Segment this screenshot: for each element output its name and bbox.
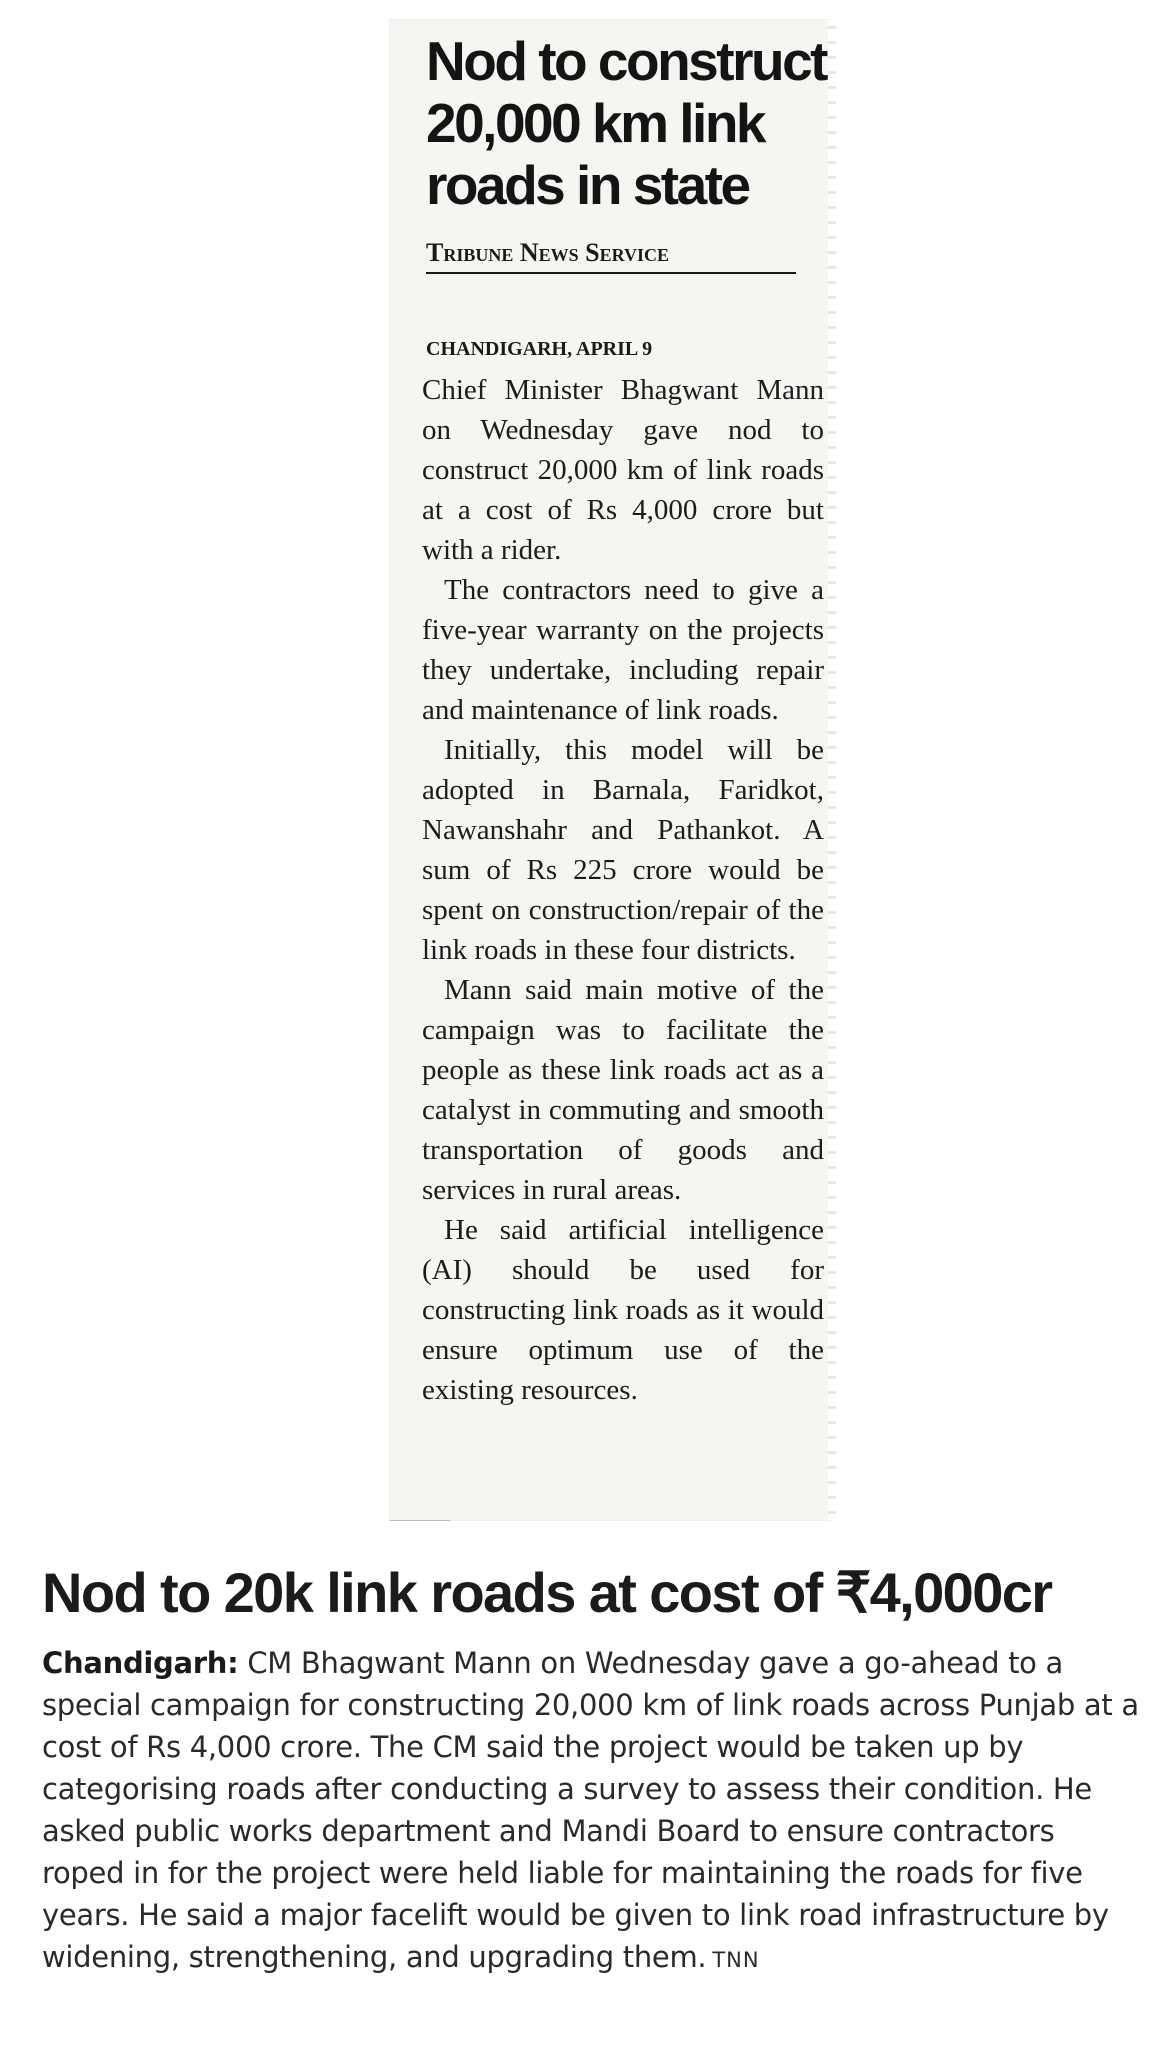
paragraph: Initially, this model will be adopted in Barnala, Faridkot, Nawanshahr and Pathankot. A sum of Rs 225 crore would be spent on construction/repair of the link roads in these four districts. — [422, 734, 824, 966]
agency-tag: TNN — [712, 1948, 760, 1972]
article-body-bottom — [42, 1642, 1142, 1981]
paragraph: Mann said main motive of the campaign was to facilitate the people as these link roads act as a catalyst in commuting and smooth transportation of goods and services in rural areas. — [422, 974, 824, 1206]
torn-edge — [828, 20, 836, 1520]
headline-bottom: Nod to 20k link roads at cost of ₹4,000cr — [42, 1561, 1052, 1624]
article-body-top — [422, 370, 824, 1410]
tnn-clipping — [30, 1560, 1140, 2040]
headline-top: Nod to construct 20,000 km link roads in state — [426, 30, 826, 216]
paragraph: He said artificial intelligence (AI) should be used for constructing link roads as it would ensure optimum use of the existing resources. — [422, 1214, 824, 1406]
tribune-clipping — [390, 20, 830, 1520]
location-label: Chandigarh: — [42, 1646, 239, 1680]
article-text: CM Bhagwant Mann on Wednesday gave a go-ahead to a special campaign for constructing 20,000 km of link roads across Punjab at a cost of Rs 4,000 crore. The CM said the project would be taken up by categorising roads after conducting a survey to assess their condition. He asked public works department and Mandi Board to ensure contractors roped in for the project were held liable for maintaining the roads for five years. He said a major facelift would be given to link road infrastructure by widening, strengthening, and upgrading them. — [42, 1646, 1139, 1974]
byline: Tribune News Service — [426, 238, 796, 274]
dateline: CHANDIGARH, APRIL 9 — [426, 338, 653, 360]
paragraph: The contractors need to give a five-year warranty on the projects they undertake, including repair and maintenance of link roads. — [422, 574, 824, 726]
paragraph: Chief Minister Bhagwant Mann on Wednesday gave nod to construct 20,000 km of link roads at a cost of Rs 4,000 crore but with a rider. — [422, 374, 824, 566]
end-rule — [390, 1520, 450, 1521]
